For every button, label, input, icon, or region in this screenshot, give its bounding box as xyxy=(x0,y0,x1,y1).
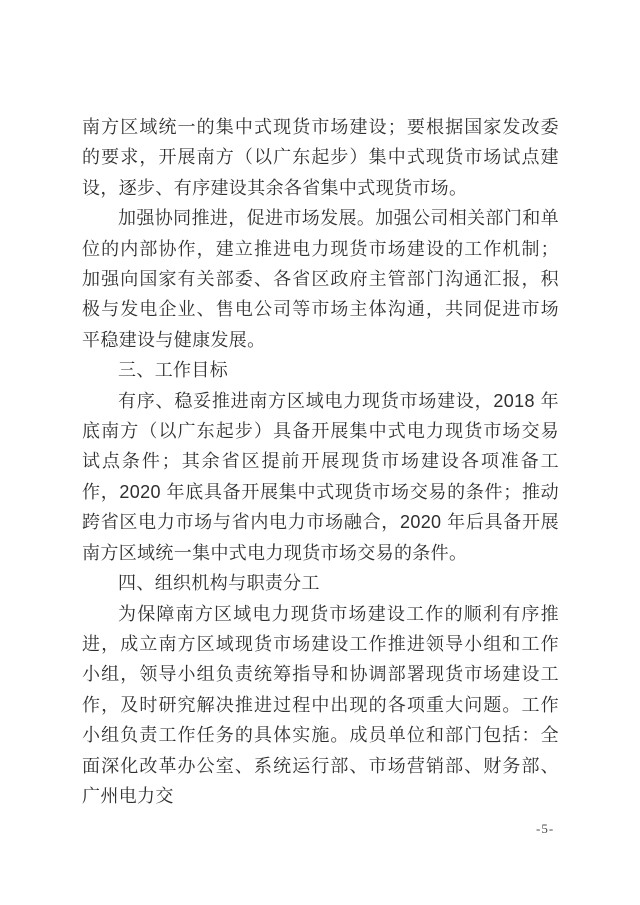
page-number: -5- xyxy=(536,821,555,836)
paragraph: 加强协同推进，促进市场发展。加强公司相关部门和单位的内部协作，建立推进电力现货市场建设的工作机制；加强向国家有关部委、各省区政府主管部门沟通汇报，积极与发电企业、售电公司等市场主体沟通，共同促进市场平稳建设与健康发展。 xyxy=(82,208,559,350)
section-heading: 三、工作目标 xyxy=(118,360,229,381)
paragraph: 有序、稳妥推进南方区域电力现货市场建设，2018 年底南方（以广东起步）具备开展集中式电力现货市场交易试点条件；其余省区提前开展现货市场建设各项准备工作，2020 年底具备开展集中式现货市场交易的条件；推动跨省区电力市场与省内电力市场融合，2020 年后具备开展南方区域统一集中式电力现货市场交易的条件。 xyxy=(82,390,559,563)
document-body xyxy=(82,112,559,811)
paragraph: 为保障南方区域电力现货市场建设工作的顺利有序推进，成立南方区域现货市场建设工作推进领导小组和工作小组，领导小组负责统筹指导和协调部署现货市场建设工作，及时研究解决推进过程中出现的各项重大问题。工作小组负责工作任务的具体实施。成员单位和部门包括：全面深化改革办公室、系统运行部、市场营销部、财务部、广州电力交 xyxy=(82,603,559,806)
section-heading: 四、组织机构与职责分工 xyxy=(118,573,320,594)
paragraph: 南方区域统一的集中式现货市场建设；要根据国家发改委的要求，开展南方（以广东起步）集中式现货市场试点建设，逐步、有序建设其余各省集中式现货市场。 xyxy=(82,117,559,198)
